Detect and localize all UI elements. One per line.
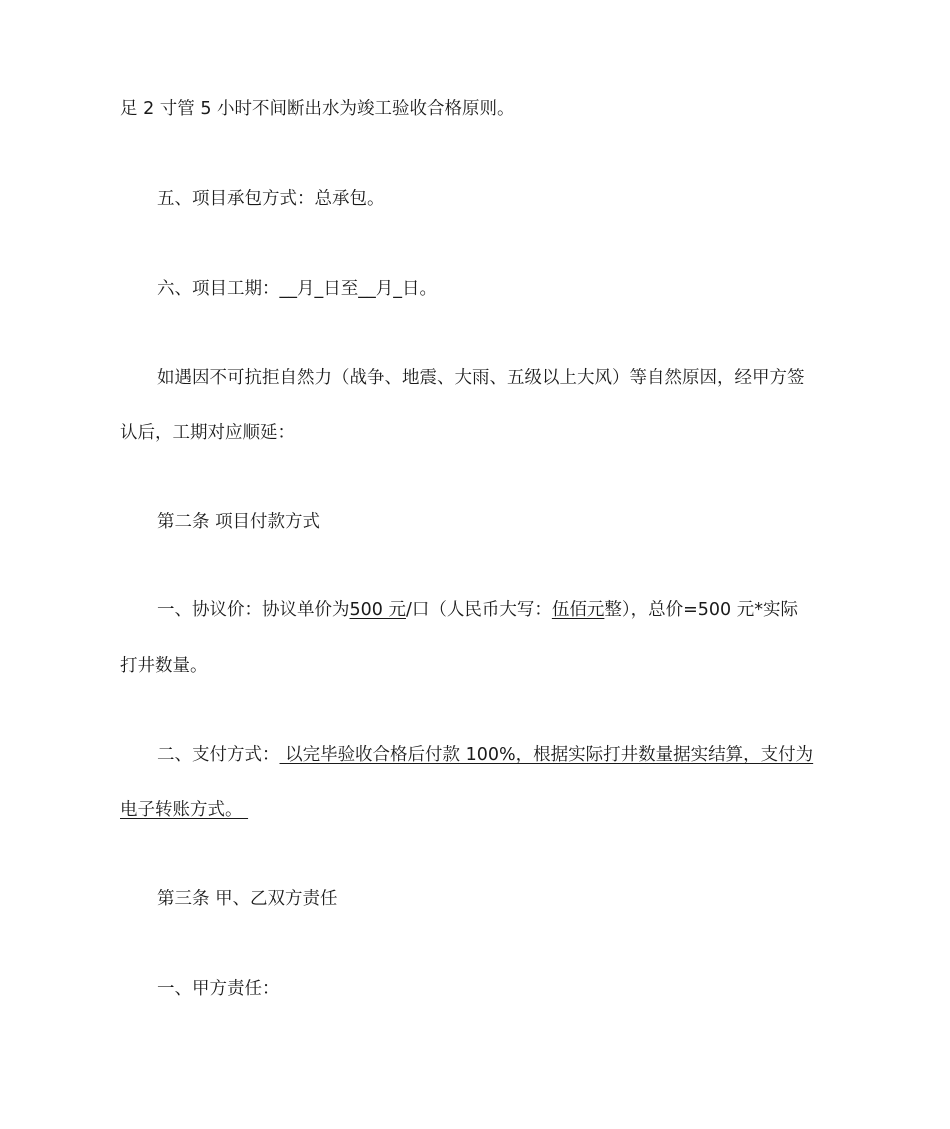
paragraph-force-majeure-line2: 认后，工期对应顺延：	[120, 423, 295, 443]
payment-terms-underlined: 以完毕验收合格后付款 100%，根据实际打井数量据实结算，支付为	[279, 745, 814, 765]
paragraph-agreement-price-line2: 打井数量。	[120, 656, 208, 676]
heading-article-2: 第二条 项目付款方式	[157, 512, 321, 532]
paragraph-project-duration: 六、项目工期：__月_日至__月_日。	[157, 279, 437, 299]
heading-article-3: 第三条 甲、乙双方责任	[157, 889, 338, 909]
unit-price-underlined: 500 元	[349, 600, 406, 620]
paragraph-acceptance-standard: 足 2 寸管 5 小时不间断出水为竣工验收合格原则。	[120, 99, 515, 119]
payment-label: 二、支付方式：	[157, 745, 280, 765]
paragraph-payment-method-line1	[157, 743, 832, 767]
price-unit-text: /口（人民币大写：	[405, 600, 552, 620]
paragraph-agreement-price-line1	[157, 598, 832, 622]
paragraph-payment-method-line2	[120, 798, 832, 822]
paragraph-force-majeure-line1: 如遇因不可抗拒自然力（战争、地震、大雨、五级以上大风）等自然原因，经甲方签	[157, 368, 805, 388]
heading-party-a-responsibilities: 一、甲方责任：	[157, 979, 280, 999]
payment-transfer-underlined: 电子转账方式。	[120, 800, 249, 820]
total-price-text: 整），总价=500 元*实际	[604, 600, 799, 620]
price-label: 一、协议价：协议单价为	[157, 600, 350, 620]
paragraph-contract-method: 五、项目承包方式：总承包。	[157, 189, 385, 209]
price-uppercase-underlined: 伍佰元	[551, 600, 605, 620]
